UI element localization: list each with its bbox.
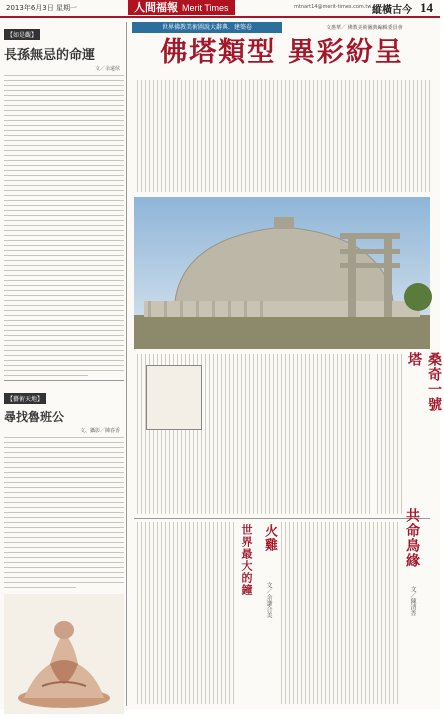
sculpture-photo (4, 594, 124, 714)
sidebar-note-box (146, 365, 202, 430)
headline-credit: 文惠華／ 佛教美術圖典編輯委員會 (326, 25, 403, 31)
column-rule (126, 22, 127, 706)
art-tag: 【藝術天地】 (4, 393, 46, 404)
sanchi-title: 桑奇一號塔 (406, 352, 442, 412)
masthead (0, 0, 440, 18)
website-address: mtnart14@merit-times.com.tw (294, 4, 372, 10)
logo-en-text: Merit Times (182, 3, 229, 13)
left-column (4, 22, 124, 706)
logo-text: 人間福報 (134, 1, 178, 14)
bell-byline: 文／余謙合美 (265, 582, 272, 618)
headline-band (126, 22, 438, 77)
article1-title: 長孫無忌的命運 (4, 48, 96, 63)
sanchi-text-block-2 (374, 354, 402, 514)
intro-text-block (134, 80, 430, 192)
section-name: 縱橫古今 (372, 5, 412, 16)
column-tag: 【如是觀】 (4, 29, 40, 40)
newspaper-logo (128, 0, 235, 15)
article2-byline: 文、攝影／陳春香 (79, 428, 120, 434)
bird-text-block (278, 522, 398, 704)
bell-text-block (134, 522, 234, 704)
article1-byline: 文／余遠炫 (94, 66, 120, 72)
article1-text-lines (4, 75, 124, 376)
article2-text-lines (4, 437, 124, 588)
turkey-title: 火雞 (262, 524, 277, 552)
page-number: 14 (420, 0, 433, 15)
issue-date: 2013年6月3日 星期一 (6, 4, 77, 12)
stupa-photo (134, 197, 430, 349)
section-divider (134, 518, 430, 519)
article2-title: 尋找魯班公 (4, 410, 65, 424)
bird-byline: 文／陳清香 (409, 586, 416, 616)
main-headline: 佛塔類型 異彩紛呈 (160, 37, 404, 68)
bird-title: 共命鳥緣 (404, 508, 420, 568)
bell-title: 世界最大的鐘 (240, 524, 253, 596)
series-banner: 世界佛教美術圖說大辭典．建築卷 (132, 22, 282, 33)
left-divider (4, 380, 124, 381)
